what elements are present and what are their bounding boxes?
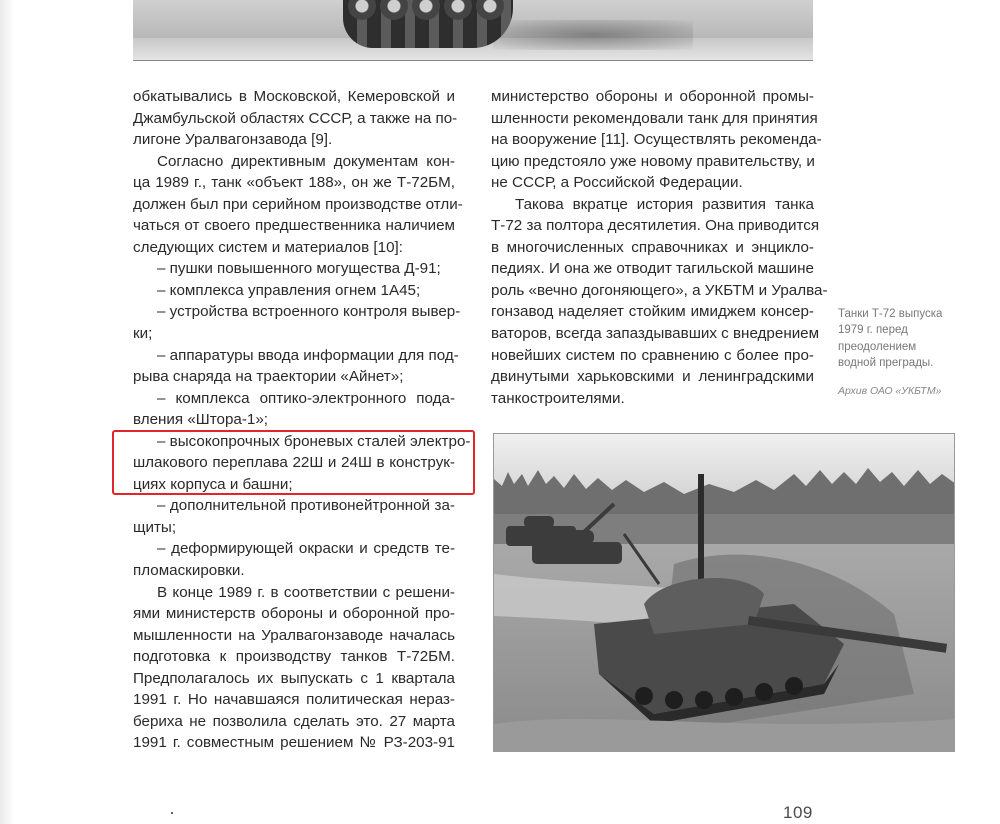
photo-credit: Архив ОАО «УКБТМ» [838, 385, 942, 398]
text-line: подготовка к производству танков Т-72БМ. [133, 648, 455, 666]
text-line: – комплекса управления огнем 1А45; [157, 281, 421, 299]
text-line: Т-72 за полтора десятилетия. Она приводится [491, 217, 820, 235]
text-line: цию предстояло уже новому правительству, и [491, 152, 815, 170]
text-line: ки; [133, 325, 153, 343]
page-number: 109 [783, 803, 813, 822]
text-line: Предполагалось их выпускать с 1 квартала [133, 669, 455, 687]
text-line: лигоне Уралвагонзавода [9]. [133, 131, 333, 149]
text-line: в многочисленных справочниках и энцикло- [491, 238, 814, 256]
text-line: В конце 1989 г. в соответствии с решени- [157, 583, 455, 601]
right-text-column [491, 86, 828, 409]
road-wheel [444, 0, 472, 20]
caption-line: водной преграды. [838, 356, 934, 369]
text-line: Джамбульской областях СССР, а также на по- [133, 109, 458, 127]
text-line: 1991 г. Но начавшаяся политическая нераз- [133, 691, 455, 709]
caption-line: преодолением [838, 340, 917, 353]
text-line: обкатывались в Московской, Кемеровской и [133, 88, 455, 105]
text-line: двинутыми харьковскими и ленинградскими [491, 368, 814, 386]
text-line: чаться от своего предшественника наличием [133, 217, 455, 235]
text-line: ваторов, всегда запаздывавших с внедрением [491, 325, 820, 343]
tank-photo [493, 433, 955, 752]
road-wheel [412, 0, 440, 20]
text-line: – аппаратуры ввода информации для под- [157, 346, 459, 364]
road-wheel [380, 0, 408, 20]
caption-line: 1979 г. перед [838, 324, 908, 337]
text-line: на вооружение [11]. Осуществлять рекоменда- [491, 131, 822, 149]
text-line: – устройства встроенного контроля вывер- [157, 303, 461, 321]
text-line: ца 1989 г., танк «объект 188», он же Т-72БМ, [133, 174, 455, 192]
text-line: рыва снаряда на траектории «Айнет»; [133, 368, 404, 386]
road-wheel [348, 0, 376, 20]
text-line: – высокопрочных броневых сталей электро- [157, 432, 471, 450]
text-line: вления «Штора-1»; [133, 411, 269, 429]
text-line: шлакового переплава 22Ш и 24Ш в конструк- [133, 454, 455, 472]
text-line: танкостроителями. [491, 389, 625, 407]
highlight-box [112, 430, 475, 495]
text-line: – пушки повышенного могущества Д-91; [157, 260, 441, 278]
text-line: шленности рекомендовали танк для принятия [491, 109, 818, 127]
photo-caption [838, 306, 968, 399]
text-line: гонзавод наделяет стойким имиджем консер- [491, 303, 814, 321]
text-line: должен был при серийном производстве отли- [133, 195, 463, 213]
text-line: следующих систем и материалов [10]: [133, 238, 403, 256]
text-line: министерство обороны и оборонной промы- [491, 88, 814, 105]
text-line: Согласно директивным документам кон- [157, 152, 455, 170]
text-line: – дополнительной противонейтронной за- [157, 497, 455, 515]
tank-photo-drawing [494, 434, 955, 752]
tank-wheels [348, 0, 508, 26]
text-line: мышленности на Уралвагонзаводе началась [133, 626, 455, 644]
text-line: щиты; [133, 518, 177, 536]
text-line: педиях. И она же отводит тагильской машине [491, 260, 814, 278]
stray-dot [171, 812, 173, 814]
text-line: 1991 г. совместным решением № РЗ-203-91 [133, 734, 455, 752]
text-line: не СССР, а Российской Федерации. [491, 174, 743, 192]
photo-shadow [493, 20, 693, 50]
text-line: Такова вкратце история развития танка [515, 195, 814, 213]
road-wheel [476, 0, 504, 20]
text-line: ями министерств обороны и оборонной про- [133, 605, 455, 623]
text-line: – комплекса оптико-электронного пода- [157, 389, 455, 407]
text-line: роль «вечно догоняющего», а УКБТМ и Уралва- [491, 281, 828, 299]
text-line: циях корпуса и башни; [133, 475, 293, 493]
left-text-column [133, 86, 471, 754]
page-edge-shadow [0, 0, 14, 824]
text-line: – деформирующей окраски и средств те- [157, 540, 455, 558]
text-line: пломаскировки. [133, 562, 245, 580]
caption-line: Танки Т-72 выпуска [838, 308, 943, 320]
top-photo-fragment [133, 0, 813, 61]
text-line: новейших систем по сравнению с более про- [491, 346, 814, 364]
text-line: бериха не позволила сделать это. 27 марта [133, 712, 455, 730]
